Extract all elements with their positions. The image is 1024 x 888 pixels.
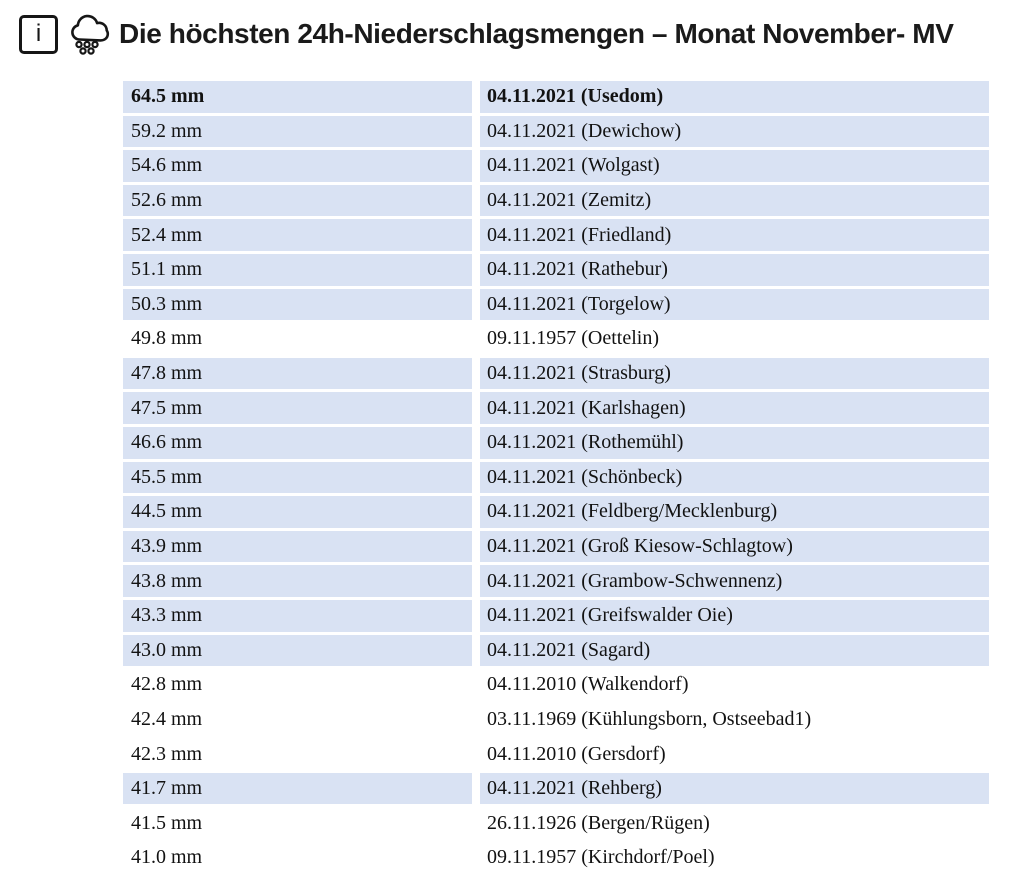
amount-cell: 51.1 mm bbox=[123, 254, 472, 286]
table-row bbox=[123, 462, 989, 494]
date-location-cell: 04.11.2021 (Zemitz) bbox=[480, 185, 989, 217]
amount-cell: 41.7 mm bbox=[123, 773, 472, 805]
amount-cell: 49.8 mm bbox=[123, 323, 472, 355]
date-location-cell: 04.11.2021 (Sagard) bbox=[480, 635, 989, 667]
date-location-cell: 09.11.1957 (Oettelin) bbox=[480, 323, 989, 355]
amount-cell: 43.9 mm bbox=[123, 531, 472, 563]
page-title: Die höchsten 24h-Niederschlagsmengen – Monat November- MV bbox=[119, 18, 954, 49]
info-icon bbox=[19, 15, 58, 54]
table-row bbox=[123, 773, 989, 805]
table-row bbox=[123, 635, 989, 667]
amount-cell: 42.3 mm bbox=[123, 738, 472, 770]
date-location-cell: 04.11.2021 (Wolgast) bbox=[480, 150, 989, 182]
table-row bbox=[123, 81, 989, 113]
amount-cell: 47.8 mm bbox=[123, 358, 472, 390]
table-row bbox=[123, 254, 989, 286]
table-row bbox=[123, 807, 989, 839]
amount-cell: 64.5 mm bbox=[123, 81, 472, 113]
table-row bbox=[123, 565, 989, 597]
date-location-cell: 04.11.2021 (Greifswalder Oie) bbox=[480, 600, 989, 632]
table-row bbox=[123, 427, 989, 459]
amount-cell: 52.4 mm bbox=[123, 219, 472, 251]
amount-cell: 47.5 mm bbox=[123, 392, 472, 424]
amount-cell: 54.6 mm bbox=[123, 150, 472, 182]
table-row bbox=[123, 704, 989, 736]
date-location-cell: 04.11.2021 (Strasburg) bbox=[480, 358, 989, 390]
date-location-cell: 04.11.2021 (Rothemühl) bbox=[480, 427, 989, 459]
amount-cell: 43.8 mm bbox=[123, 565, 472, 597]
cloud-rain-icon bbox=[67, 12, 113, 56]
date-location-cell: 09.11.1957 (Kirchdorf/Poel) bbox=[480, 842, 989, 874]
amount-cell: 50.3 mm bbox=[123, 289, 472, 321]
amount-cell: 45.5 mm bbox=[123, 462, 472, 494]
table-row bbox=[123, 323, 989, 355]
table-row bbox=[123, 496, 989, 528]
date-location-cell: 04.11.2021 (Feldberg/Mecklenburg) bbox=[480, 496, 989, 528]
page-header bbox=[19, 12, 954, 56]
table-row bbox=[123, 219, 989, 251]
amount-cell: 41.5 mm bbox=[123, 807, 472, 839]
date-location-cell: 26.11.1926 (Bergen/Rügen) bbox=[480, 807, 989, 839]
table-row bbox=[123, 116, 989, 148]
date-location-cell: 04.11.2021 (Torgelow) bbox=[480, 289, 989, 321]
table-row bbox=[123, 531, 989, 563]
table-row bbox=[123, 150, 989, 182]
date-location-cell: 04.11.2021 (Grambow-Schwennenz) bbox=[480, 565, 989, 597]
date-location-cell: 04.11.2021 (Friedland) bbox=[480, 219, 989, 251]
precipitation-table bbox=[123, 81, 989, 877]
date-location-cell: 04.11.2021 (Rehberg) bbox=[480, 773, 989, 805]
table-row bbox=[123, 842, 989, 874]
date-location-cell: 04.11.2010 (Gersdorf) bbox=[480, 738, 989, 770]
date-location-cell: 03.11.1969 (Kühlungsborn, Ostseebad1) bbox=[480, 704, 989, 736]
amount-cell: 59.2 mm bbox=[123, 116, 472, 148]
amount-cell: 46.6 mm bbox=[123, 427, 472, 459]
info-icon-letter: i bbox=[35, 20, 42, 47]
amount-cell: 43.0 mm bbox=[123, 635, 472, 667]
date-location-cell: 04.11.2010 (Walkendorf) bbox=[480, 669, 989, 701]
table-row bbox=[123, 392, 989, 424]
amount-cell: 43.3 mm bbox=[123, 600, 472, 632]
table-row bbox=[123, 358, 989, 390]
amount-cell: 42.4 mm bbox=[123, 704, 472, 736]
amount-cell: 41.0 mm bbox=[123, 842, 472, 874]
date-location-cell: 04.11.2021 (Rathebur) bbox=[480, 254, 989, 286]
amount-cell: 44.5 mm bbox=[123, 496, 472, 528]
date-location-cell: 04.11.2021 (Groß Kiesow-Schlagtow) bbox=[480, 531, 989, 563]
date-location-cell: 04.11.2021 (Dewichow) bbox=[480, 116, 989, 148]
table-row bbox=[123, 669, 989, 701]
date-location-cell: 04.11.2021 (Schönbeck) bbox=[480, 462, 989, 494]
table-row bbox=[123, 600, 989, 632]
date-location-cell: 04.11.2021 (Usedom) bbox=[480, 81, 989, 113]
table-row bbox=[123, 185, 989, 217]
amount-cell: 52.6 mm bbox=[123, 185, 472, 217]
table-row bbox=[123, 738, 989, 770]
table-row bbox=[123, 289, 989, 321]
amount-cell: 42.8 mm bbox=[123, 669, 472, 701]
date-location-cell: 04.11.2021 (Karlshagen) bbox=[480, 392, 989, 424]
